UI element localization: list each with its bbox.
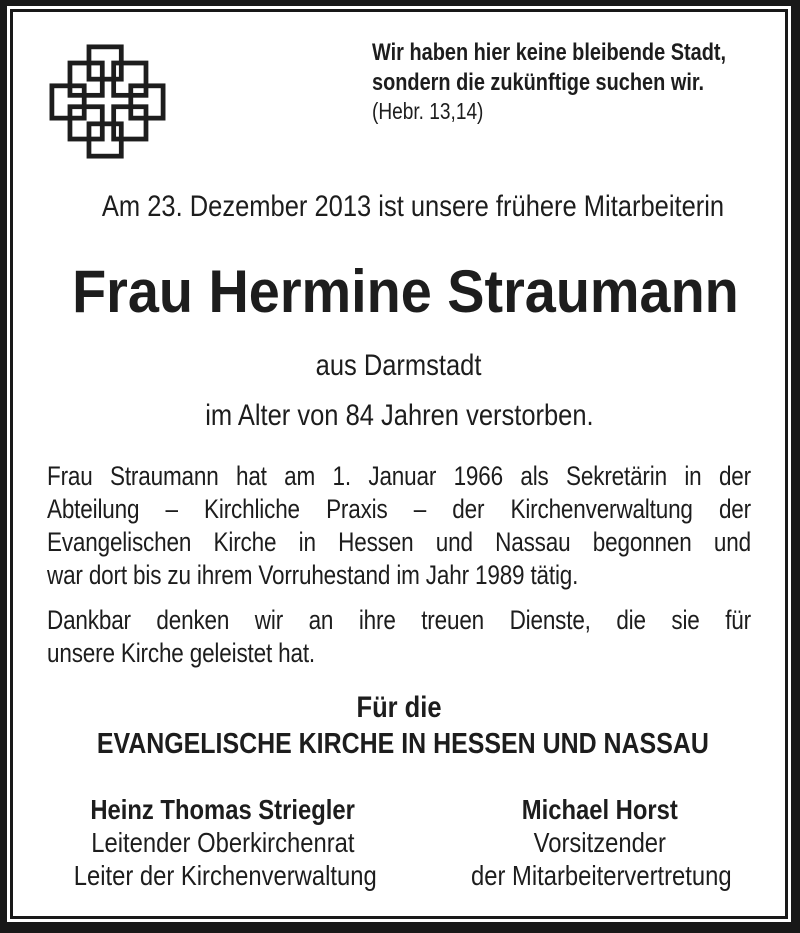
- origin-line: aus Darmstadt: [316, 349, 482, 382]
- paper: [7, 6, 791, 922]
- organization-prefix-wrap: [47, 691, 751, 725]
- service-paragraph: [47, 460, 751, 592]
- organization-prefix: Für die: [356, 691, 442, 724]
- inner-border-frame: [10, 9, 788, 919]
- scripture-line-2: sondern die zukünftige suchen wir.: [372, 69, 705, 96]
- signatory-title: Vorsitzender: [533, 827, 666, 858]
- signatories: [47, 793, 751, 892]
- signatory-name: Michael Horst: [521, 794, 678, 825]
- organization-name: EVANGELISCHE KIRCHE IN HESSEN UND NASSAU: [96, 728, 709, 760]
- signatory-title: der Mitarbeitervertretung: [471, 860, 732, 891]
- paragraph-line: Dankbar denken wir an ihre treuen Dienste, die sie für: [47, 605, 751, 635]
- signatory-left: [47, 793, 399, 892]
- thanks-paragraph: [47, 604, 751, 670]
- signatory-title: Leitender Oberkirchenrat: [91, 827, 355, 858]
- origin-line-wrap: [47, 348, 751, 384]
- paragraph-line: Evangelischen Kirche in Hessen und Nassau begonnen und: [47, 527, 751, 557]
- signatory-name: Heinz Thomas Striegler: [90, 794, 356, 825]
- scripture-line-1: Wir haben hier keine bleibende Stadt,: [372, 39, 727, 66]
- deceased-name-wrap: [47, 260, 751, 324]
- ekhn-cross-logo-icon: [49, 44, 166, 159]
- paragraph-line: war dort bis zu ihrem Vorruhestand im Jahr 1989 tätig.: [47, 560, 579, 590]
- notice-content: [13, 12, 785, 916]
- paragraph-line: unsere Kirche geleistet hat.: [47, 638, 315, 668]
- signatory-right: [448, 793, 751, 892]
- signatory-title: Leiter der Kirchenverwaltung: [73, 860, 377, 891]
- organization-name-wrap: [47, 727, 751, 761]
- death-line: im Alter von 84 Jahren verstorben.: [204, 399, 594, 432]
- scripture-quote: [372, 38, 785, 125]
- intro-line-wrap: [47, 189, 751, 225]
- death-line-wrap: [47, 398, 751, 434]
- intro-line: Am 23. Dezember 2013 ist unsere frühere Mitarbeiterin: [101, 190, 725, 223]
- paragraph-line: Abteilung – Kirchliche Praxis – der Kirchenverwaltung der: [47, 494, 751, 524]
- paragraph-line: Frau Straumann hat am 1. Januar 1966 als Sekretärin in der: [47, 461, 751, 491]
- scripture-reference: (Hebr. 13,14): [372, 98, 484, 124]
- deceased-name: Frau Hermine Straumann: [72, 258, 739, 325]
